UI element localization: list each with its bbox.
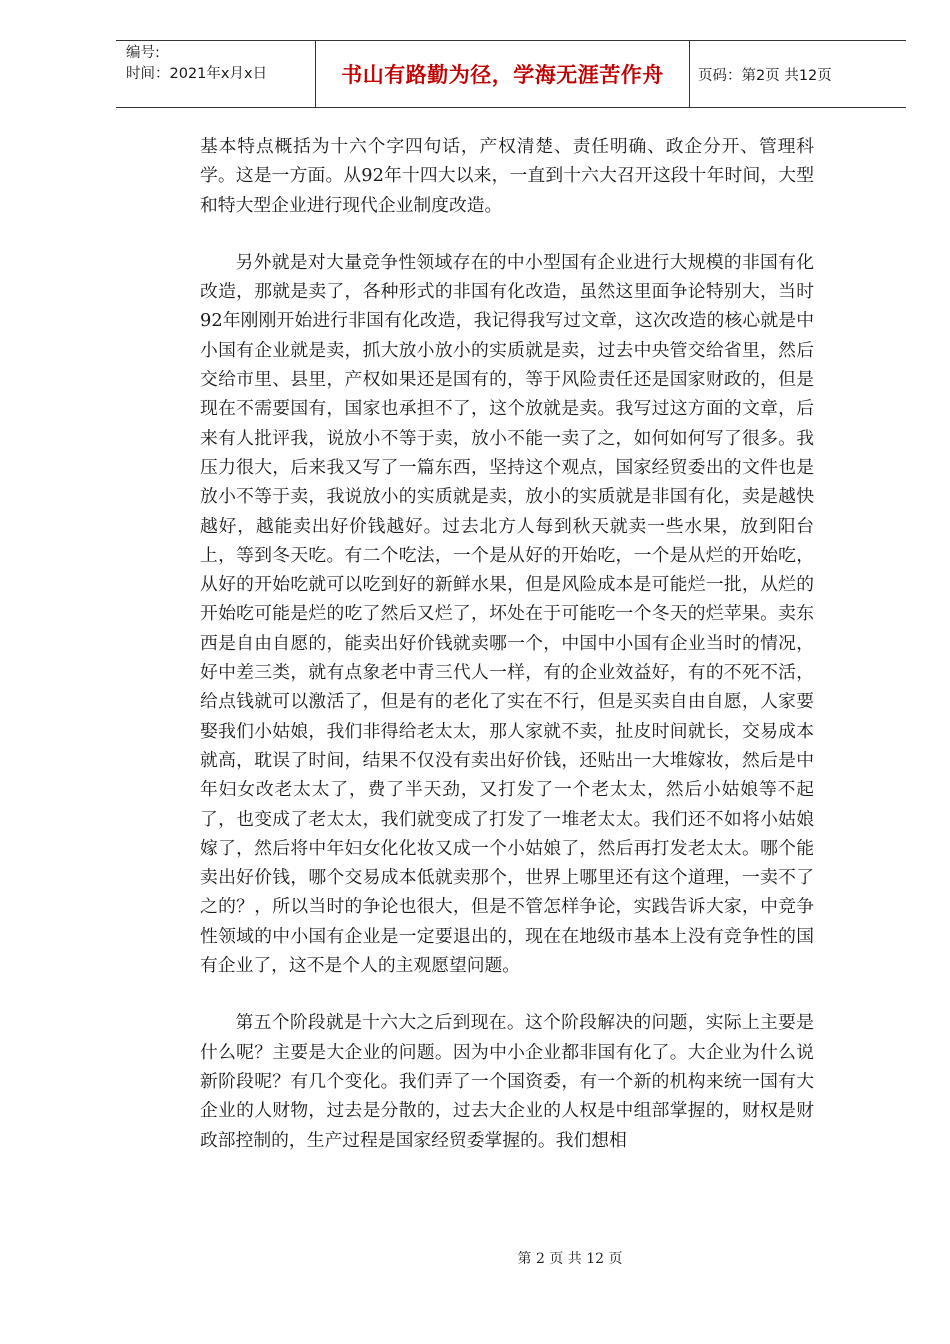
header-page-label: 页码：第2页 共12页 — [698, 67, 832, 84]
document-body — [200, 132, 814, 1183]
page-header — [116, 40, 906, 108]
time-label: 时间：2021年x月x日 — [126, 66, 268, 82]
paragraph: 基本特点概括为十六个字四句话，产权清楚、责任明确、政企分开、管理科学。这是一方面。从92年十四大以来，一直到十六大召开这段十年时间，大型和特大型企业进行现代企业制度改造。 — [200, 136, 814, 216]
page-footer: 第 2 页 共 12 页 — [517, 1251, 623, 1267]
header-motto: 书山有路勤为径，学海无涯苦作舟 — [316, 41, 690, 107]
paragraph: 另外就是对大量竞争性领域存在的中小型国有企业进行大规模的非国有化改造，那就是卖了，各种形式的非国有化改造，虽然这里面争论特别大，当时92年刚刚开始进行非国有化改造，我记得我写过文章，这次改造的核心就是中小国有企业就是卖，抓大放小放小的实质就是卖，过去中央管交给省里，然后交给市里、县里，产权如果还是国有的，等于风险责任还是国家财政的，但是现在不需要国有，国家也承担不了，这个放就是卖。我写过这方面的文章，后来有人批评我，说放小不等于卖，放小不能一卖了之，如何如何写了很多。我压力很大，后来我又写了一篇东西，坚持这个观点，国家经贸委出的文件也是放小不等于卖，我说放小的实质就是卖，放小的实质就是非国有化，卖是越快越好，越能卖出好价钱越好。过去北方人每到秋天就卖一些水果，放到阳台上，等到冬天吃。有二个吃法，一个是从好的开始吃，一个是从烂的开始吃，从好的开始吃就可以吃到好的新鲜水果，但是风险成本是可能烂一批，从烂的开始吃可能是烂的吃了然后又烂了，坏处在于可能吃一个冬天的烂苹果。卖东西是自由自愿的，能卖出好价钱就卖哪一个，中国中小国有企业当时的情况，好中差三类，就有点象老中青三代人一样，有的企业效益好，有的不死不活，给点钱就可以激活了，但是有的老化了实在不行，但是买卖自由自愿，人家要娶我们小姑娘，我们非得给老太太，那人家就不卖，扯皮时间就长，交易成本就高，耽误了时间，结果不仅没有卖出好价钱，还贴出一大堆嫁妆，然后是中年妇女改老太太了，费了半天劲，又打发了一个老太太，然后小姑娘等不起了，也变成了老太太，我们就变成了打发了一堆老太太。我们还不如将小姑娘嫁了，然后将中年妇女化化妆又成一个小姑娘了，然后再打发老太太。哪个能卖出好价钱，哪个交易成本低就卖那个，世界上哪里还有这个道理，一卖不了之的？，所以当时的争论也很大，但是不管怎样争论，实践告诉大家，中竞争性领域的中小国有企业是一定要退出的，现在在地级市基本上没有竞争性的国有企业了，这不是个人的主观愿望问题。 — [200, 251, 814, 977]
header-meta — [116, 41, 316, 107]
number-label: 编号: — [126, 45, 160, 61]
paragraph: 第五个阶段就是十六大之后到现在。这个阶段解决的问题，实际上主要是什么呢？主要是大企业的问题。因为中小企业都非国有化了。大企业为什么说新阶段呢？有几个变化。我们弄了一个国资委，有一个新的机构来统一国有大企业的人财物，过去是分散的，过去大企业的人权是中组部掌握的，财权是财政部控制的，生产过程是国家经贸委掌握的。我们想相 — [200, 1012, 814, 1151]
